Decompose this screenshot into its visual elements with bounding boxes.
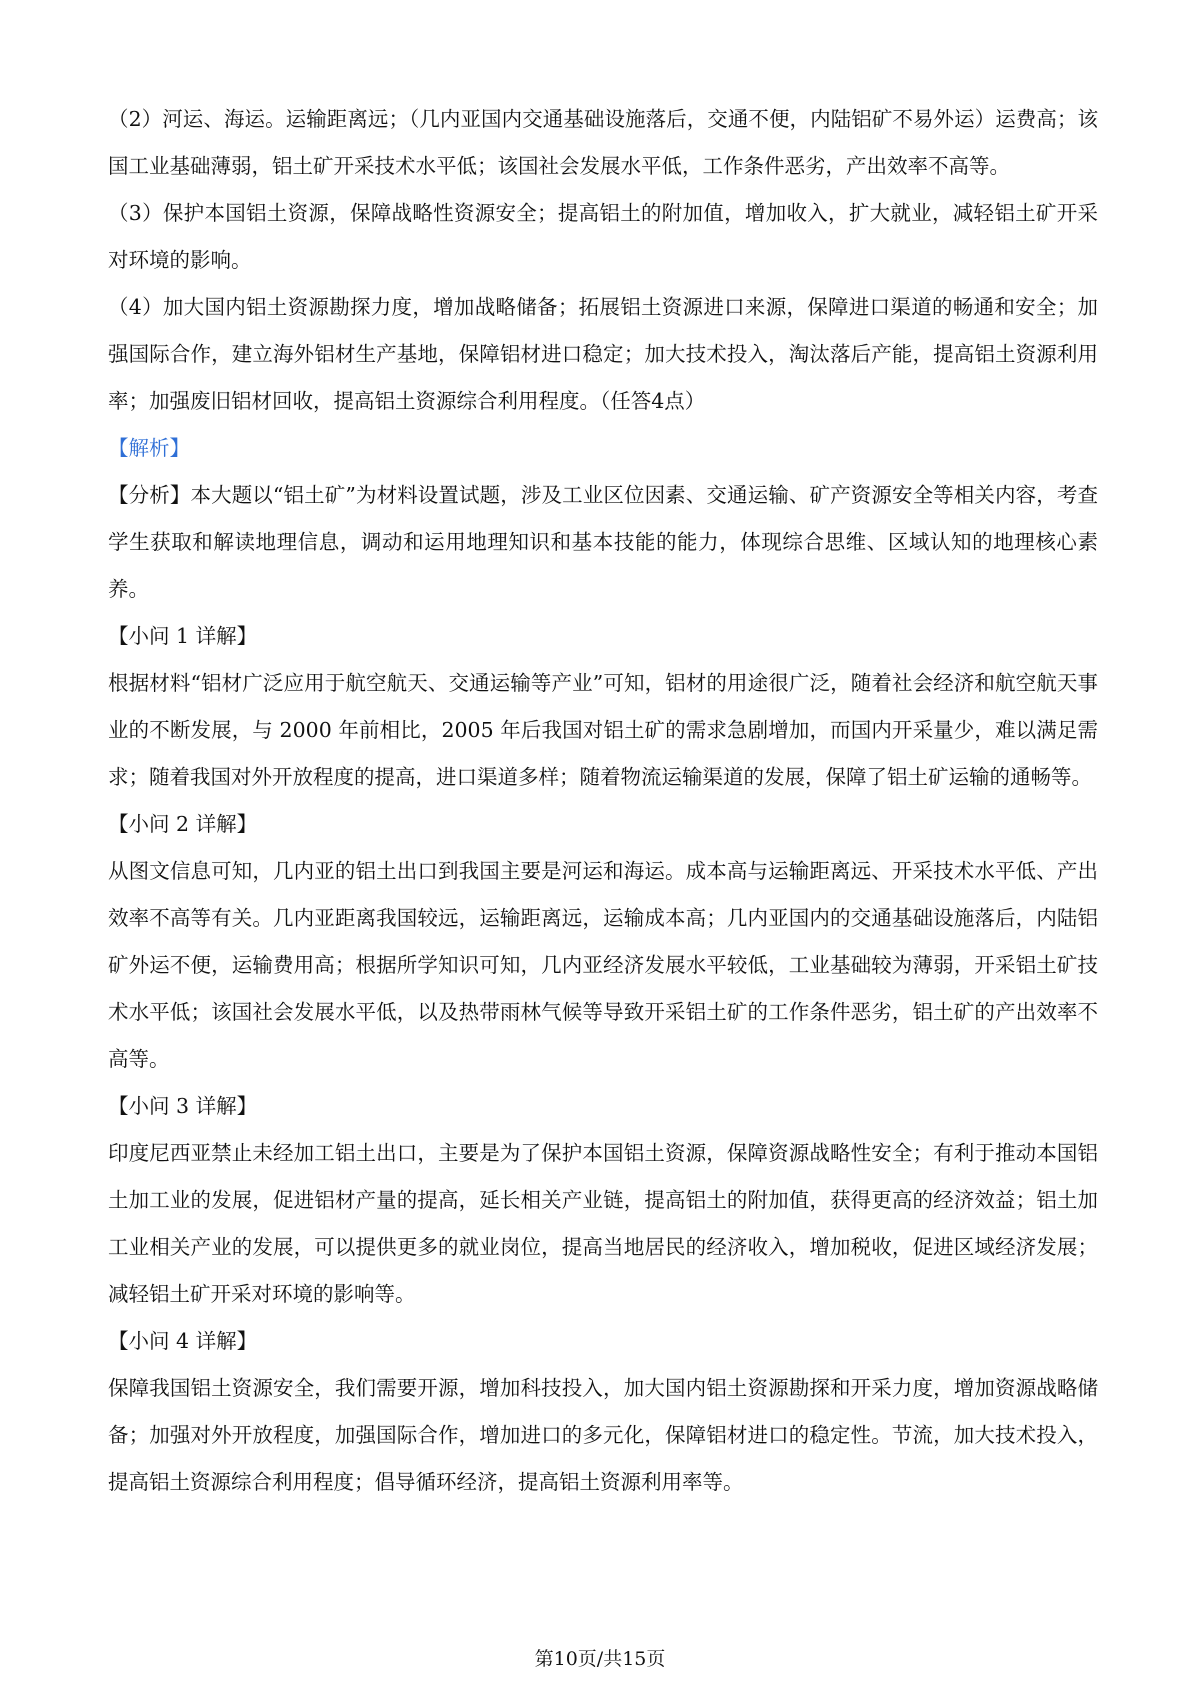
q4-text: 保障我国铝土资源安全，我们需要开源，增加科技投入，加大国内铝土资源勘探和开采力度，增加资源战略储备；加强对外开放程度，加强国际合作，增加进口的多元化，保障铝材进口的稳定性。节流，加大技术投入，提高铝土资源综合利用程度；倡导循环经济，提高铝土资源利用率等。 (108, 1376, 1098, 1494)
analysis-heading: 【解析】 (108, 436, 190, 460)
document-body (108, 96, 1098, 1506)
q1-text: 根据材料“铝材广泛应用于航空航天、交通运输等产业”可知，铝材的用途很广泛，随着社会经济和航空航天事业的不断发展，与 2000 年前相比，2005 年后我国对铝土矿的需求急剧增加，而国内开采量少，难以满足需求；随着我国对外开放程度的提高，进口渠道多样；随着物流运输渠道的发展，保障了铝土矿运输的通畅等。 (108, 671, 1098, 789)
q1-heading: 【小问 1 详解】 (108, 624, 258, 648)
q2-heading: 【小问 2 详解】 (108, 812, 258, 836)
answer-4: （4）加大国内铝土资源勘探力度，增加战略储备；拓展铝土资源进口来源，保障进口渠道的畅通和安全；加强国际合作，建立海外铝材生产基地，保障铝材进口稳定；加大技术投入，淘汰落后产能，提高铝土资源利用率；加强废旧铝材回收，提高铝土资源综合利用程度。（任答4点） (108, 295, 1098, 413)
q3-text: 印度尼西亚禁止未经加工铝土出口，主要是为了保护本国铝土资源，保障资源战略性安全；有利于推动本国铝土加工业的发展，促进铝材产量的提高，延长相关产业链，提高铝土的附加值，获得更高的经济效益；铝土加工业相关产业的发展，可以提供更多的就业岗位，提高当地居民的经济收入，增加税收，促进区域经济发展；减轻铝土矿开采对环境的影响等。 (108, 1141, 1098, 1306)
q4-heading: 【小问 4 详解】 (108, 1329, 258, 1353)
page-number: 第10页/共15页 (534, 1648, 666, 1670)
q2-text: 从图文信息可知，几内亚的铝土出口到我国主要是河运和海运。成本高与运输距离远、开采技术水平低、产出效率不高等有关。几内亚距离我国较远，运输距离远，运输成本高；几内亚国内的交通基础设施落后，内陆铝矿外运不便，运输费用高；根据所学知识可知，几内亚经济发展水平较低，工业基础较为薄弱，开采铝土矿技术水平低；该国社会发展水平低，以及热带雨林气候等导致开采铝土矿的工作条件恶劣，铝土矿的产出效率不高等。 (108, 859, 1098, 1071)
answer-2: （2）河运、海运。运输距离远；（几内亚国内交通基础设施落后，交通不便，内陆铝矿不易外运）运费高；该国工业基础薄弱，铝土矿开采技术水平低；该国社会发展水平低，工作条件恶劣，产出效率不高等。 (108, 107, 1098, 178)
q3-heading: 【小问 3 详解】 (108, 1094, 258, 1118)
analysis-summary: 【分析】本大题以“铝土矿”为材料设置试题，涉及工业区位因素、交通运输、矿产资源安全等相关内容，考查学生获取和解读地理信息，调动和运用地理知识和基本技能的能力，体现综合思维、区域认知的地理核心素养。 (108, 483, 1098, 601)
answer-3: （3）保护本国铝土资源，保障战略性资源安全；提高铝土的附加值，增加收入，扩大就业，减轻铝土矿开采对环境的影响。 (108, 201, 1098, 272)
